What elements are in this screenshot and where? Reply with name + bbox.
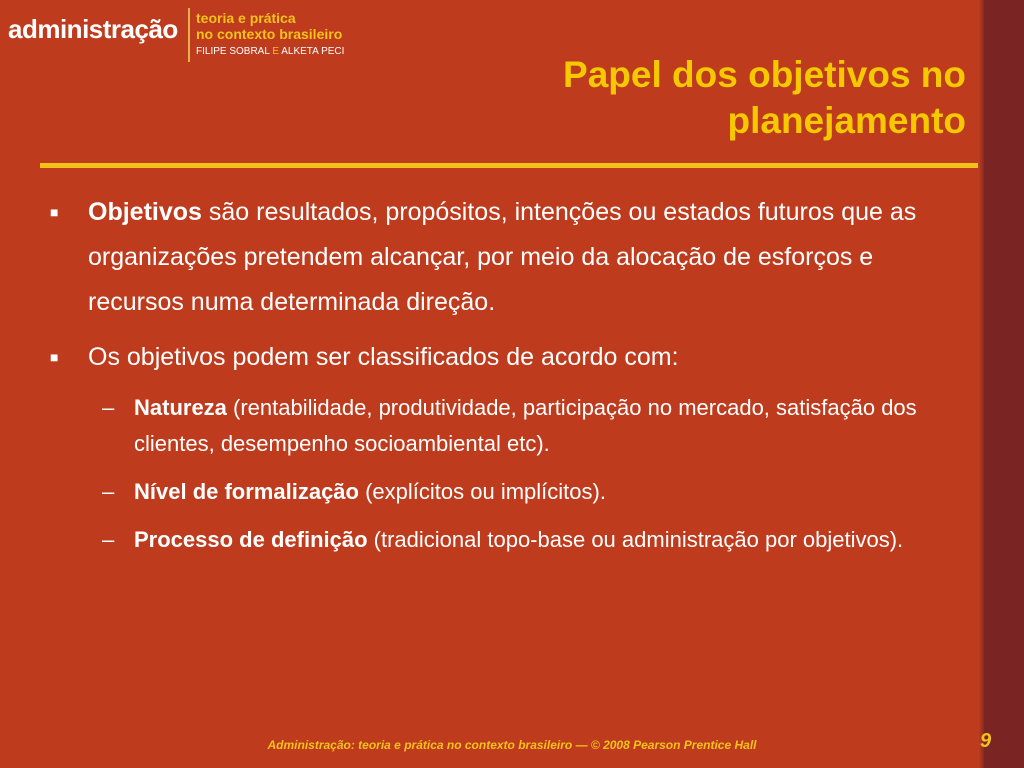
sub-bullet-text: (tradicional topo-base ou administração por objetivos). [367,527,904,552]
bullet-classificacao [50,335,950,380]
logo-main-text: administração [8,14,178,44]
square-bullet-icon: ■ [50,349,59,365]
dash-bullet-icon: – [102,479,115,504]
publisher-logo [8,8,358,64]
sub-bullet-formalizacao [50,474,950,510]
dash-bullet-icon: – [102,527,115,552]
title-underline [40,163,978,168]
bullet-classificacao-text: Os objetivos podem ser classificados de acordo com: [88,343,679,371]
sub-bullet-bold: Nível de formalização [134,479,359,504]
sub-bullet-bold: Processo de definição [134,527,368,552]
bullet-objetivos-text: são resultados, propósitos, intenções ou estados futuros que as organizações pretendem alcançar, por meio da alocação de esforços e recursos numa determinada direção. [88,198,917,316]
square-bullet-icon: ■ [50,204,59,220]
logo-author-a: FILIPE SOBRAL [196,46,270,57]
logo-divider [188,8,190,62]
logo-subtitle-line2: no contexto brasileiro [196,26,343,42]
sub-bullet-text: (rentabilidade, produtividade, participação no mercado, satisfação dos clientes, desempenho socioambiental etc). [134,395,917,456]
slide-body [50,190,950,570]
slide-title-line1: Papel dos objetivos no [563,54,966,95]
sub-bullet-definicao [50,522,950,558]
sub-bullet-text: (explícitos ou implícitos). [358,479,606,504]
logo-author-and: E [272,46,279,57]
page-number: 9 [980,730,992,752]
slide-title-line2: planejamento [727,100,966,141]
bullet-objetivos [50,190,950,325]
logo-author-b: ALKETA PECI [281,46,345,57]
dash-bullet-icon: – [102,395,115,420]
sub-bullet-bold: Natureza [134,395,227,420]
slide-footer: Administração: teoria e prática no contexto brasileiro — © 2008 Pearson Prentice Hall [267,738,757,752]
logo-subtitle-line1: teoria e prática [196,10,296,26]
right-side-band [984,0,1024,768]
sub-bullet-natureza [50,390,950,462]
logo-authors [196,46,344,57]
slide-title [366,52,966,144]
bullet-objetivos-bold: Objetivos [88,198,202,226]
